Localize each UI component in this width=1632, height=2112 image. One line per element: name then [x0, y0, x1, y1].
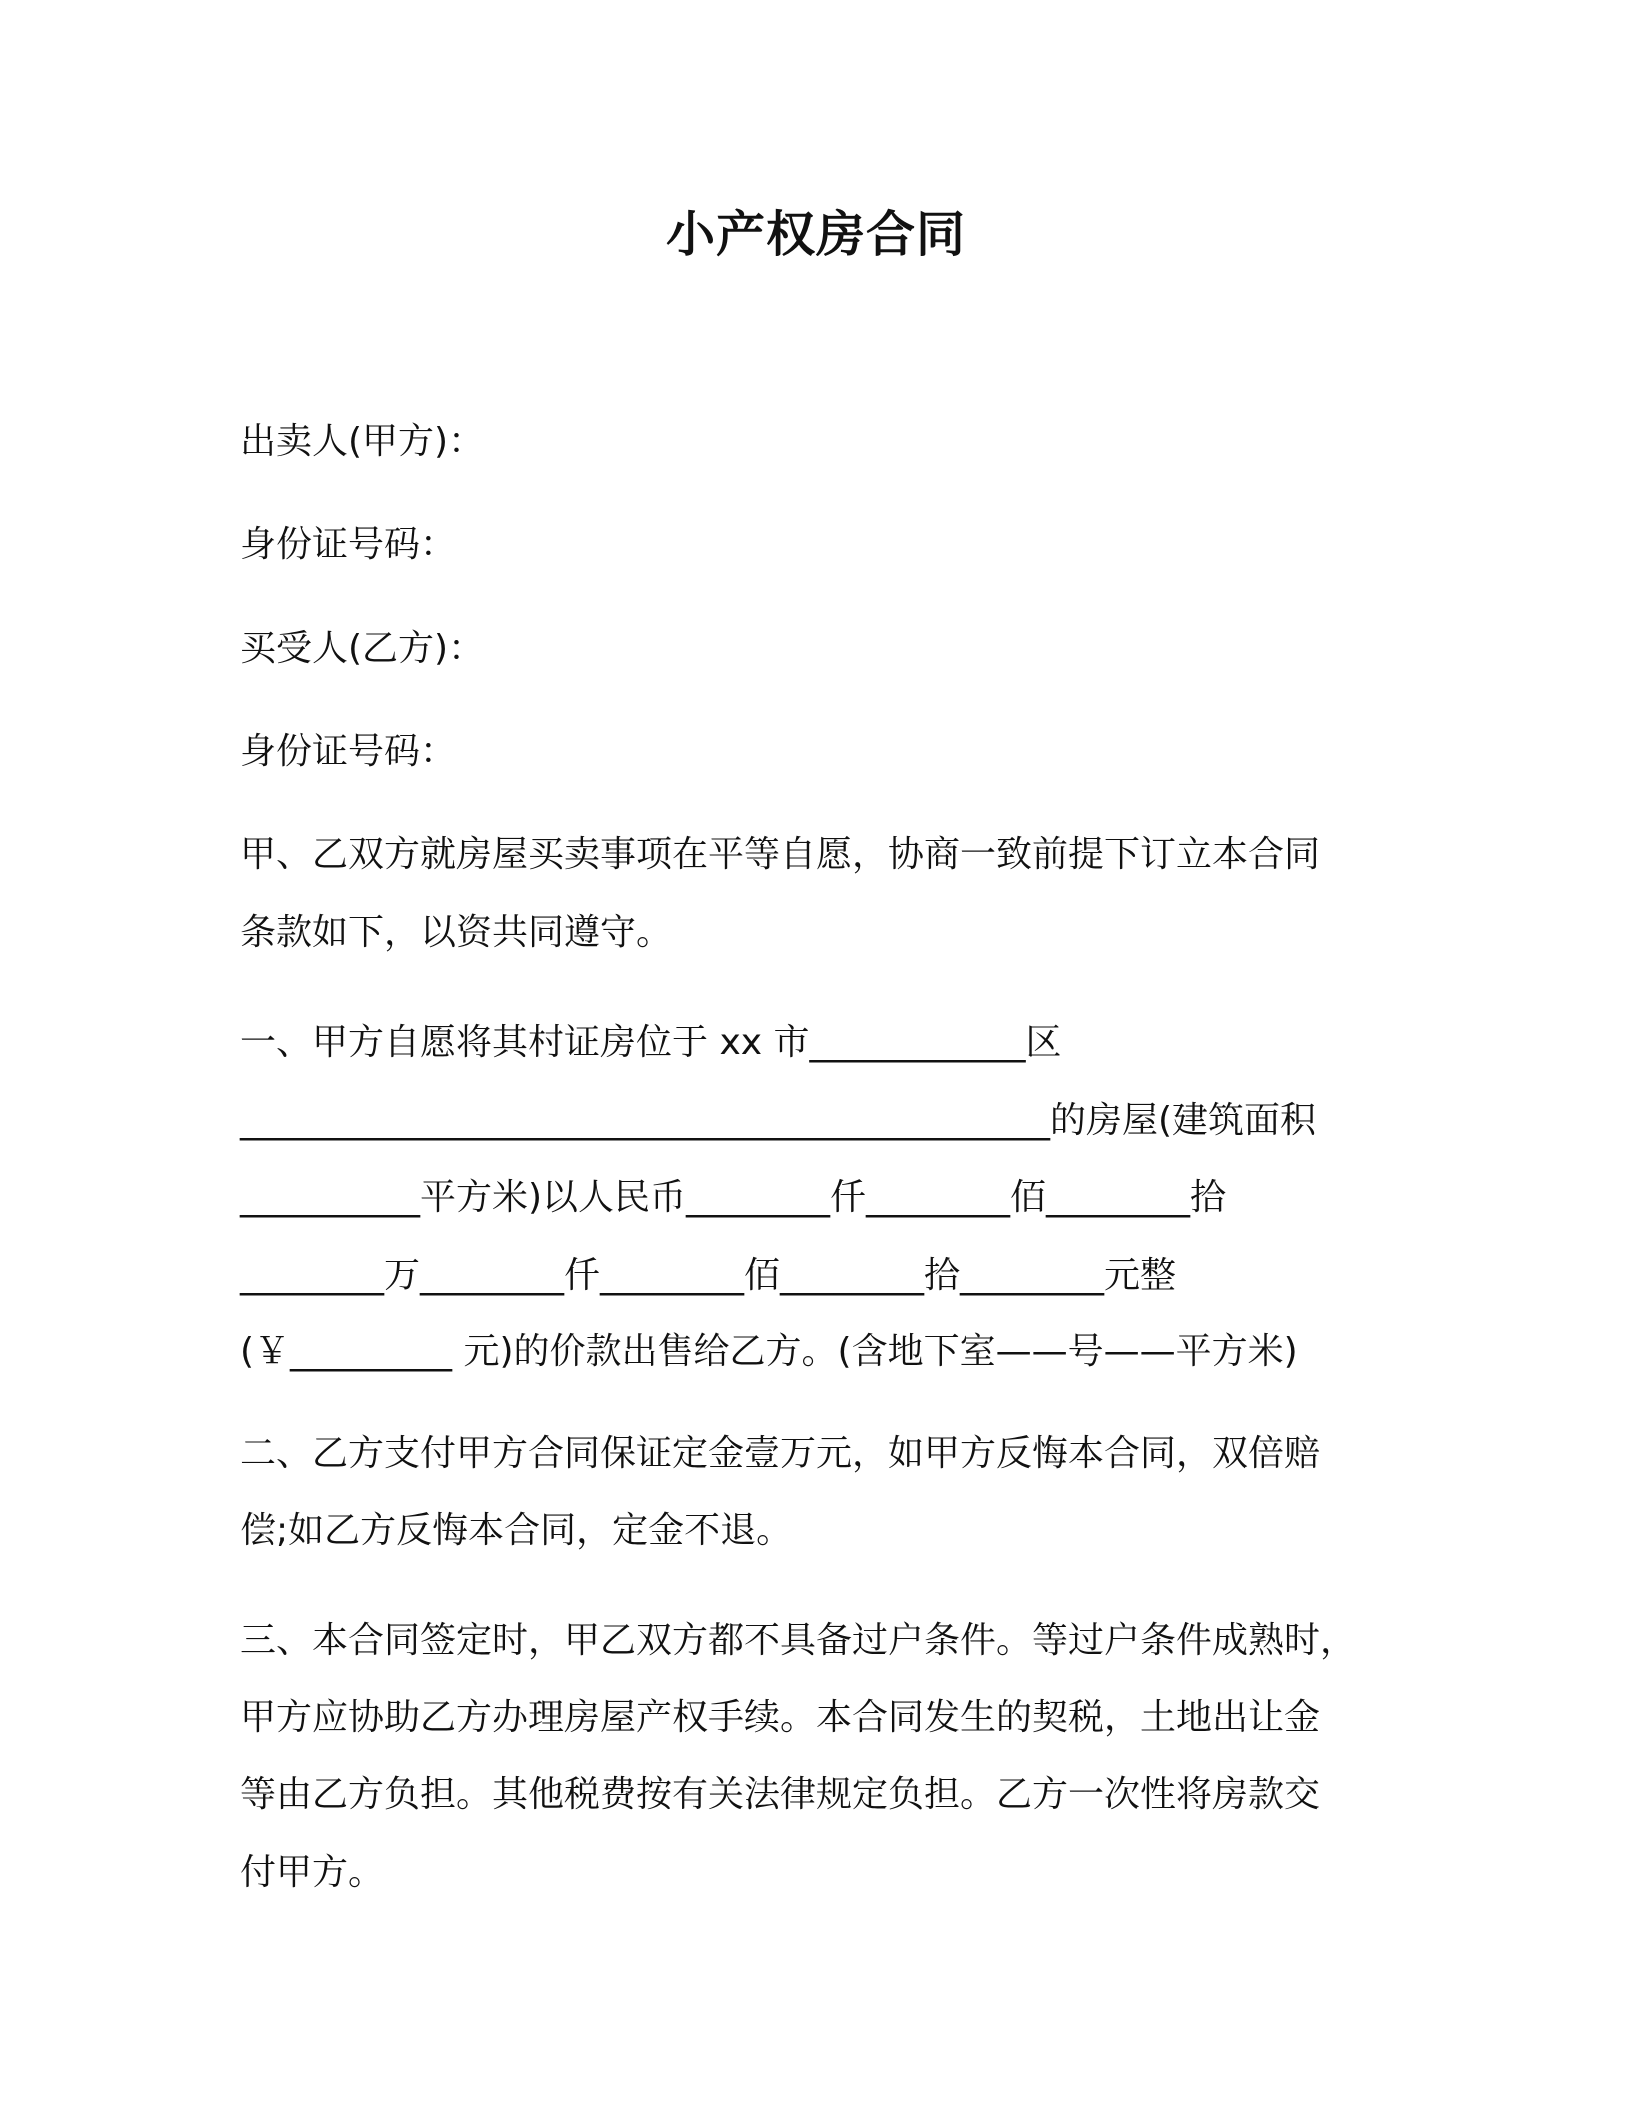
seller-id-label: 身份证号码：: [240, 524, 457, 565]
clause-3-line-2: 甲方应协助乙方办理房屋产权手续。本合同发生的契税，土地出让金: [240, 1697, 1321, 1738]
clause-3-line-4: 付甲方。: [240, 1852, 385, 1893]
buyer-id-label: 身份证号码：: [240, 731, 457, 772]
clause-3-line-3: 等由乙方负担。其他税费按有关法律规定负担。乙方一次性将房款交: [240, 1774, 1321, 1815]
seller-label: 出卖人(甲方)：: [240, 421, 485, 462]
clause-2-line-1: 二、乙方支付甲方合同保证定金壹万元，如甲方反悔本合同，双倍赔: [240, 1433, 1321, 1474]
preamble-line-1: 甲、乙双方就房屋买卖事项在平等自愿，协商一致前提下订立本合同: [240, 834, 1321, 875]
clause-1-line-1: 一、甲方自愿将其村证房位于 xx 市____________区: [240, 1022, 1062, 1063]
clause-1-line-2: _____________________________________________的房屋(建筑面积: [240, 1100, 1317, 1141]
buyer-label: 买受人(乙方)：: [240, 628, 485, 669]
clause-1-line-4: ________万________仟________佰________拾________元整: [240, 1255, 1176, 1296]
clause-1-line-5: (￥_________ 元)的价款出售给乙方。(含地下室——号——平方米): [240, 1331, 1298, 1372]
preamble-line-2: 条款如下，以资共同遵守。: [240, 912, 673, 953]
document-title: 小产权房合同: [665, 206, 966, 263]
clause-2-line-2: 偿;如乙方反悔本合同，定金不退。: [240, 1510, 793, 1551]
clause-3-line-1: 三、本合同签定时，甲乙双方都不具备过户条件。等过户条件成熟时，: [240, 1620, 1357, 1661]
clause-1-line-3: __________平方米)以人民币________仟________佰________拾: [240, 1177, 1227, 1218]
